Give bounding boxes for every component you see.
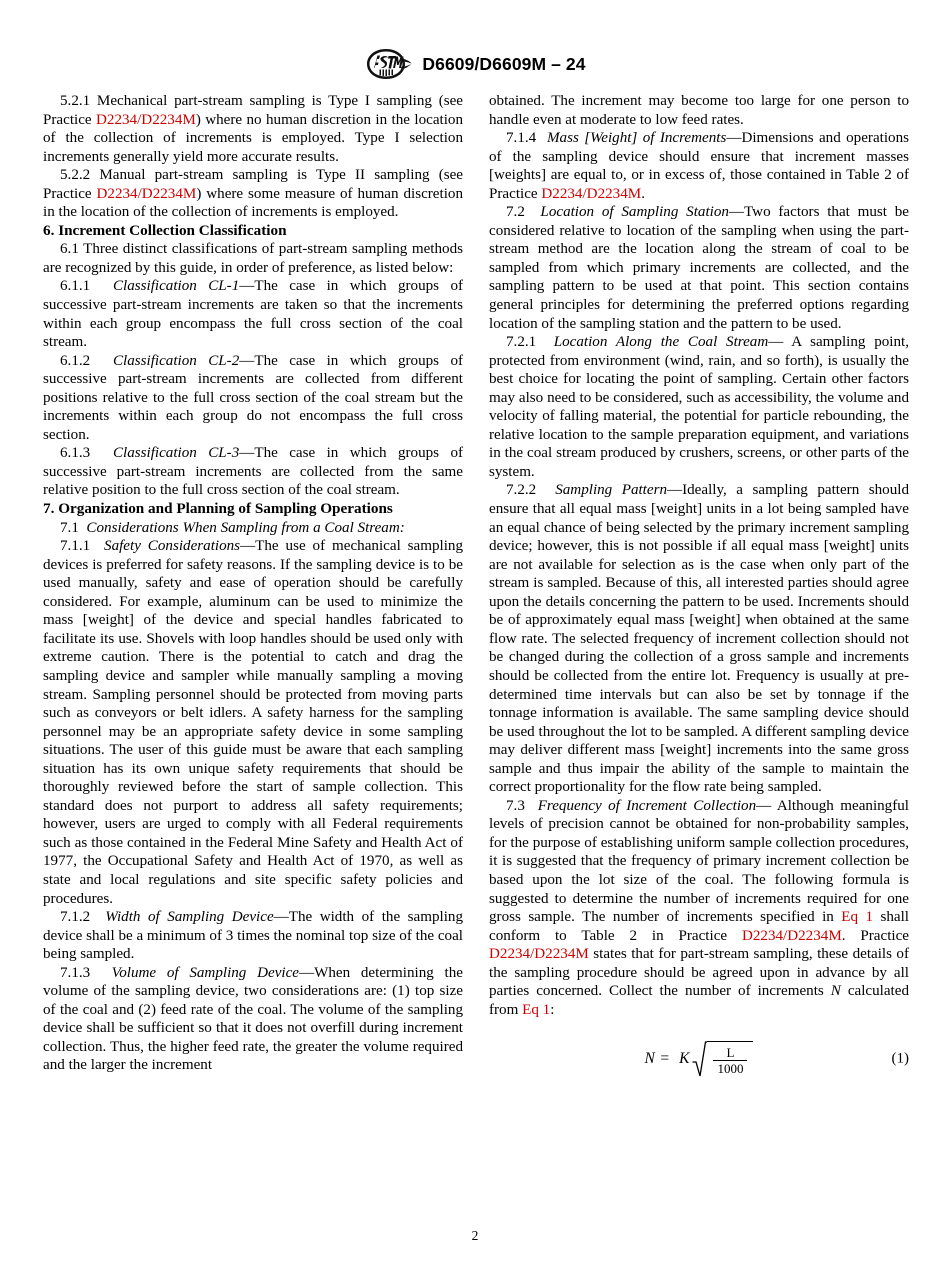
equation-1 <box>489 1036 909 1082</box>
clause-number: 7.1.2 <box>60 909 91 926</box>
heading-section-7: 7. Organization and Planning of Sampling Operations <box>43 500 393 518</box>
paragraph-7-1-3 <box>43 964 463 1075</box>
right-column <box>489 92 909 1082</box>
fraction-denominator: 1000 <box>713 1060 747 1076</box>
paragraph-text: —Dimensions and operations of the sampling device should ensure that increment masses [weights] are equal to, or in excess of, those contained in Table 2 of Practice <box>489 130 910 202</box>
clause-title: Considerations When Sampling from a Coal Stream: <box>86 519 405 536</box>
paragraph-6-1-2 <box>43 352 463 445</box>
clause-number: 5.2.2 <box>60 167 91 184</box>
paragraph-text: calculated from <box>489 983 909 1018</box>
paragraph-6-1 <box>43 240 463 277</box>
paragraph-5-2-2 <box>43 166 463 222</box>
variable-n: N <box>830 983 841 1000</box>
paragraph-text: —The use of mechanical sampling devices is preferred for safety reasons. If the sampling device is to be used manually, safety and ease of operation should be carefully considered. For example, aluminum can be used to minimize the mass [weight] of the device and special handles fabricated to facilitate its use. Shovels with loop handles should be used only with extreme caution. There is the potential to catch and drag the sampling device and sampler while manually sampling a moving stream. Sampling personnel should be protected from moving parts such as conveyors or belt idlers. A safety harness for the sampling personnel may be an appropriate safety device in some sampling situations. The user of this guide must be aware that each sampling situation has its own unique safety requirements that should be thoroughly reviewed before the start of sample collection. This standard does not purport to address all safety requirements; however, users are urged to comply with all Federal requirements such as those contained in the Federal Mine Safety and Health Act of 1977, the Occupational Safety and Health Act of 1970, as well as state and local regulations and site specific safety policies and procedures. <box>43 538 464 907</box>
reference-link-d2234[interactable]: D2234/D2234M <box>96 111 196 128</box>
clause-number: 7.1 <box>60 519 79 536</box>
reference-link-d2234[interactable]: D2234/D2234M <box>489 946 589 963</box>
clause-title: Frequency of Increment Collection <box>537 797 757 814</box>
clause-number: 7.1.4 <box>506 130 537 147</box>
square-root-icon <box>692 1040 753 1078</box>
paragraph-text: —The width of the sampling device shall be a minimum of 3 times the nominal top size of the coal being sampled. <box>43 909 464 963</box>
clause-title: Safety Considerations <box>104 538 241 555</box>
paragraph-6-1-1 <box>43 277 463 351</box>
paragraph-text: Mechanical part-stream sampling is Type I sampling (see Practice <box>43 93 463 128</box>
paragraph-text: ) where no human discretion in the location of the collection of increments is employed. Type I selection increments generally yield more accurate results. <box>43 111 463 165</box>
clause-title: Width of Sampling Device <box>105 909 274 926</box>
equation-radicand <box>707 1041 753 1078</box>
reference-link-d2234[interactable]: D2234/D2234M <box>741 927 842 944</box>
paragraph-7-1-4 <box>489 129 909 203</box>
document-designation: D6609/D6609M – 24 <box>422 53 586 74</box>
reference-link-eq1[interactable]: Eq 1 <box>522 1001 551 1018</box>
paragraph-text: —Two factors that must be considered relative to location of the sampling when using the part-stream method are the location along the stream of coal to be sampled from which primary increments are collected, and the sampling pattern to be used at that point. This section contains general principles for determining the preferred options regarding location of the sampling station and the pattern to be used. <box>489 204 909 332</box>
equation-coefficient: K <box>679 1050 690 1068</box>
paragraph-text: —The case in which groups of successive part-stream increments are collected from different positions relative to the full cross section of the coal stream but the increments within each group do not encompass the full cross section. <box>43 352 464 443</box>
paragraph-5-2-1 <box>43 92 463 166</box>
clause-number: 7.2.1 <box>506 334 537 351</box>
equation-equals: = <box>660 1050 670 1068</box>
clause-title: Classification CL-3 <box>112 445 240 462</box>
paragraph-text: —Ideally, a sampling pattern should ensure that all equal mass [weight] units in a lot being sampled have an equal chance of being selected by the primary increment sampling device; however, this is not possible if all equal mass [weight] units are not available for selection as is the case when only part of the stream is sampled. Because of this, all interested parties should agree upon the details concerning the pattern to be used. Increments should be of approximately equal mass [weight] when obtained at the same flow rate. The selected frequency of increment collection should not be changed during the collection of a gross sample and increments should be collected from the entire lot. Frequency is usually at pre-determined time intervals but can also be set by tonnage if the tonnage information is available. The same sampling device should be used throughout the lot to be sampled. A different sampling device may deliver different mass [weight] increments into the same gross sample and thus impair the ability of the sample to maintain the correct proportionality for the flow rate being sampled. <box>489 482 909 796</box>
equation-expression <box>489 1036 909 1082</box>
paragraph-carryover <box>489 92 909 129</box>
paragraph-7-2-2 <box>489 481 909 796</box>
paragraph-text: —The case in which groups of successive part-stream increments are taken so that the increments within each group encompass the full cross section of the coal stream. <box>43 278 464 351</box>
paragraph-6-1-3 <box>43 444 463 500</box>
paragraph-7-3 <box>489 797 909 1020</box>
clause-number: 6.1 <box>60 241 79 258</box>
equation-number: (1) <box>891 1050 909 1067</box>
paragraph-text: : <box>550 1001 555 1018</box>
page-footer <box>0 1228 950 1244</box>
paragraph-text: . <box>641 185 645 202</box>
clause-number: 7.3 <box>506 797 525 814</box>
heading-section-6: 6. Increment Collection Classification <box>43 221 287 239</box>
paragraph-text: — Although meaningful levels of precision cannot be obtained for non-probability samples, for the purpose of establishing uniform sample collection procedures, it is suggested that the frequency of primary increment collection be based upon the lot size of the coal. The following formula is suggested to determine the number of increments required for one gross sample. The number of increments specified in <box>489 797 909 926</box>
paragraph-text: —When determining the volume of the sampling device, two considerations are: (1) top size of the coal and (2) feed rate of the coal. The volume of the sampling device shall be sufficient so that it does not overfill during increment collection. Thus, the higher feed rate, the greater the volume required and the larger the increment <box>43 964 463 1074</box>
paragraph-7-1 <box>43 519 463 538</box>
paragraph-7-1-2 <box>43 908 463 964</box>
paragraph-7-1-1 <box>43 537 463 908</box>
paragraph-text: ) where some measure of human discretion in the location of the collection of increments is employed. <box>43 185 463 221</box>
clause-number: 7.1.1 <box>60 538 91 555</box>
fraction-numerator: L <box>726 1044 735 1060</box>
reference-link-eq1[interactable]: Eq 1 <box>841 909 874 926</box>
clause-title: Location Along the Coal Stream <box>553 334 769 351</box>
clause-title: Location of Sampling Station <box>540 204 729 221</box>
paragraph-text: shall conform to Table 2 in Practice <box>489 909 909 944</box>
equation-lhs: N <box>644 1050 656 1068</box>
clause-title: Volume of Sampling Device <box>111 964 299 981</box>
clause-number: 5.2.1 <box>60 93 91 109</box>
astm-logo-icon <box>364 48 412 80</box>
clause-number: 7.2.2 <box>506 482 537 499</box>
paragraph-text: Three distinct classifications of part-stream sampling methods are recognized by this guide, in order of preference, as listed below: <box>43 241 463 276</box>
clause-title: Classification CL-1 <box>112 278 240 295</box>
paragraph-7-2-1 <box>489 333 909 481</box>
left-column <box>43 92 463 1082</box>
clause-title: Sampling Pattern <box>555 482 667 499</box>
paragraph-text: Manual part-stream sampling is Type II sampling (see Practice <box>43 167 463 202</box>
paragraph-text: — A sampling point, protected from environment (wind, rain, and so forth), is usually the best choice for locating the point of sampling. Certain other factors may also need to be considered, such as accessibility, the volume and velocity of falling material, the potential for particle rebounding, the relative location to the sample preparation equipment, and variations in the coal stream produced by crushers, screens, or other parts of the system. <box>489 334 909 480</box>
reference-link-d2234[interactable]: D2234/D2234M <box>96 185 197 202</box>
paragraph-text: obtained. The increment may become too large for one person to handle even at moderate to low feed rates. <box>489 93 909 128</box>
clause-number: 6.1.2 <box>60 352 91 369</box>
equation-fraction <box>711 1044 749 1077</box>
reference-link-d2234[interactable]: D2234/D2234M <box>541 185 642 202</box>
clause-number: 7.1.3 <box>60 964 91 981</box>
paragraph-text: . Practice <box>841 927 909 944</box>
paragraph-text: —The case in which groups of successive part-stream increments are collected from the same relative position to the full cross section of the coal stream. <box>43 445 464 499</box>
page-number: 2 <box>471 1228 479 1243</box>
paragraph-7-2 <box>489 203 909 333</box>
clause-number: 7.2 <box>506 204 525 221</box>
two-column-body <box>43 92 909 1082</box>
clause-number: 6.1.1 <box>60 278 91 295</box>
paragraph-text: states that for part-stream sampling, these details of the sampling procedure should be agreed upon in advance by all parties concerned. Collect the number of increments <box>489 946 909 1000</box>
clause-title: Classification CL-2 <box>112 352 240 369</box>
clause-title: Mass [Weight] of Increments <box>546 130 727 147</box>
clause-number: 6.1.3 <box>60 445 91 462</box>
page-header <box>0 0 950 84</box>
